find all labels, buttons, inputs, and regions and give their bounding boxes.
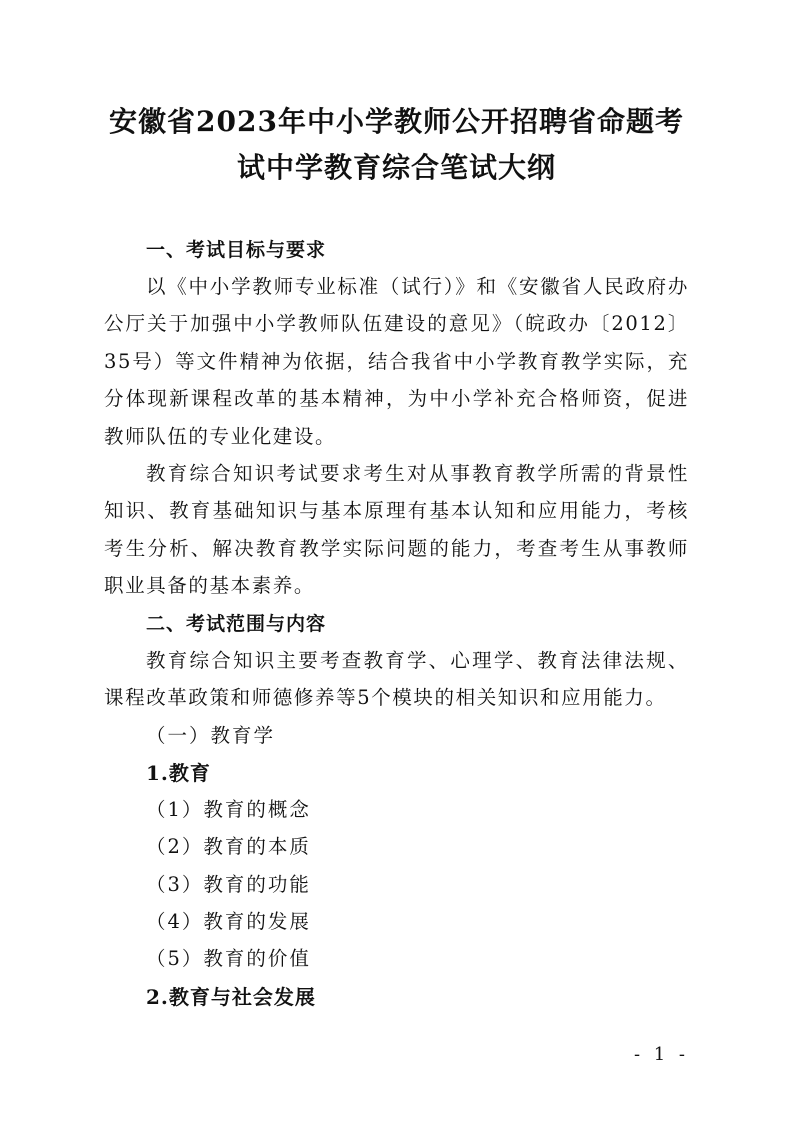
page-number: - 1 - <box>633 1044 689 1065</box>
section-1-heading: 一、考试目标与要求 <box>146 239 327 261</box>
part-1-heading: （一）教育学 <box>146 724 276 747</box>
document-title-line-1: 安徽省2023年中小学教师公开招聘省命题考 <box>109 105 684 138</box>
section-1-paragraph-2: 教育综合知识考试要求考生对从事教育教学所需的背景性知识、教育基础知识与基本原理有基本认知和应用能力，考核考生分析、解决教育教学实际问题的能力，考查考生从事教师职业具备的基本素养。 <box>104 462 689 598</box>
list-item: （3）教育的功能 <box>146 873 311 896</box>
list-item: （1）教育的概念 <box>146 798 311 821</box>
list-item: （5）教育的价值 <box>146 947 311 970</box>
list-item: （4）教育的发展 <box>146 910 311 933</box>
subsection-1-heading: 1.教育 <box>146 761 211 785</box>
document-title-line-2: 试中学教育综合笔试大纲 <box>236 151 556 184</box>
subsection-2-heading: 2.教育与社会发展 <box>146 985 316 1009</box>
section-2-heading: 二、考试范围与内容 <box>146 613 327 635</box>
section-1-paragraph-1: 以《中小学教师专业标准（试行）》和《安徽省人民政府办公厅关于加强中小学教师队伍建设的意见》（皖政办〔2012〕35号）等文件精神为依据，结合我省中小学教育教学实际，充分体现新课程改革的基本精神，为中小学补充合格师资，促进教师队伍的专业化建设。 <box>104 275 689 448</box>
list-item: （2）教育的本质 <box>146 835 311 858</box>
section-2-paragraph-1: 教育综合知识主要考查教育学、心理学、教育法律法规、课程改革政策和师德修养等5个模块的相关知识和应用能力。 <box>104 649 689 710</box>
